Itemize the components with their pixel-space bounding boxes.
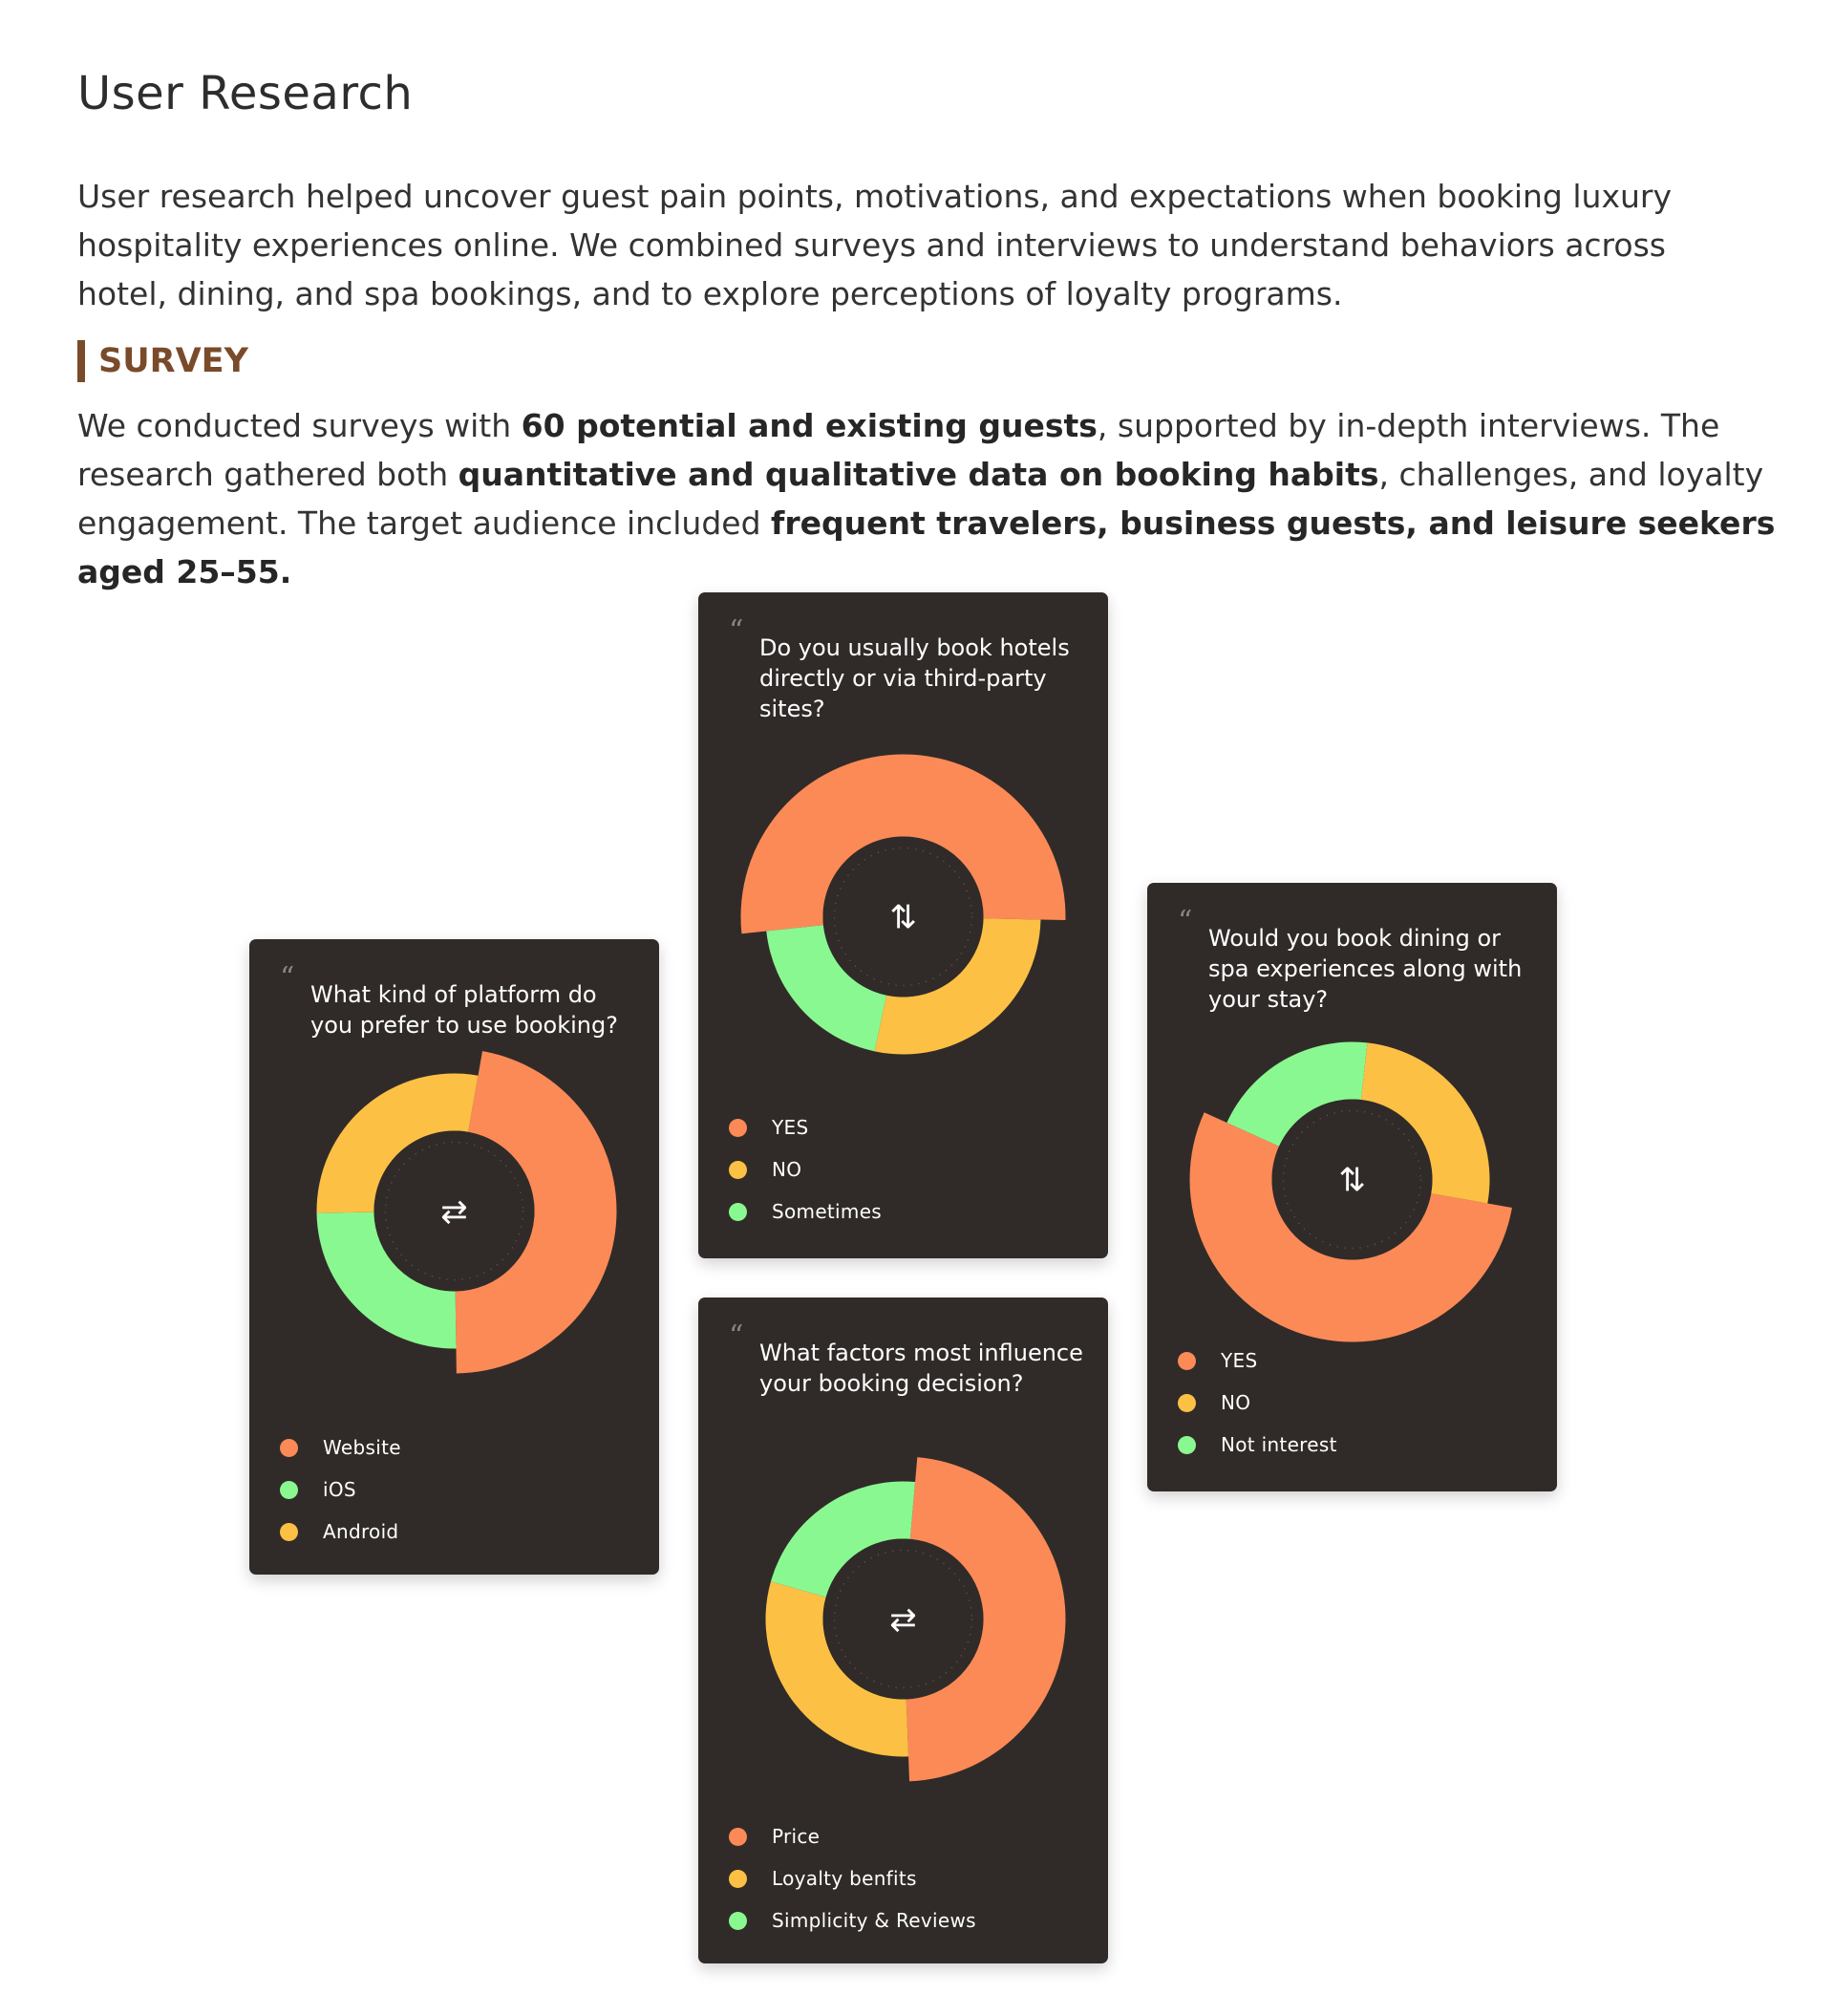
quote-icon: “ bbox=[1178, 905, 1193, 938]
survey-card-dining-spa bbox=[1147, 883, 1557, 1491]
chart-legend bbox=[729, 1815, 976, 1941]
survey-text-part: We conducted surveys with bbox=[77, 407, 522, 444]
donut-chart bbox=[698, 1414, 1108, 1824]
legend-label: YES bbox=[772, 1116, 809, 1139]
legend-label: NO bbox=[1221, 1391, 1251, 1414]
legend-label: YES bbox=[1221, 1349, 1258, 1372]
survey-highlight: quantitative and qualitative data on booking habits bbox=[458, 456, 1379, 493]
legend-dot bbox=[1178, 1436, 1196, 1454]
survey-heading: SURVEY bbox=[77, 340, 248, 382]
donut-chart bbox=[698, 712, 1108, 1122]
legend-dot bbox=[729, 1870, 747, 1888]
survey-card-factors bbox=[698, 1298, 1108, 1963]
card-question: What kind of platform do you prefer to use booking? bbox=[310, 981, 618, 1039]
legend-label: Website bbox=[323, 1436, 401, 1459]
legend-label: Loyalty benfits bbox=[772, 1867, 917, 1890]
legend-dot bbox=[729, 1119, 747, 1137]
legend-dot bbox=[729, 1161, 747, 1179]
legend-label: Simplicity & Reviews bbox=[772, 1909, 976, 1932]
survey-text-part: , challenges, and loyalty engagement. The target audience included bbox=[77, 456, 1764, 542]
legend-dot bbox=[729, 1912, 747, 1930]
survey-card-platform bbox=[249, 939, 659, 1575]
chart-legend bbox=[729, 1106, 882, 1233]
legend-item bbox=[280, 1469, 401, 1511]
legend-item bbox=[729, 1857, 976, 1899]
swap-vertical-icon: ⇅ bbox=[889, 898, 917, 937]
legend-dot bbox=[729, 1203, 747, 1221]
legend-label: Not interest bbox=[1221, 1433, 1337, 1456]
chart-legend bbox=[280, 1426, 401, 1553]
legend-dot bbox=[1178, 1352, 1196, 1370]
survey-paragraph bbox=[77, 401, 1778, 596]
quote-icon: “ bbox=[280, 961, 295, 995]
legend-dot bbox=[729, 1828, 747, 1846]
legend-label: Price bbox=[772, 1825, 821, 1848]
legend-dot bbox=[1178, 1394, 1196, 1412]
survey-card-booking-channel bbox=[698, 592, 1108, 1258]
quote-icon: “ bbox=[729, 1319, 744, 1353]
legend-label: iOS bbox=[323, 1478, 356, 1501]
card-question: Do you usually book hotels directly or via third-party sites? bbox=[759, 634, 1070, 722]
legend-item bbox=[280, 1511, 401, 1553]
legend-dot bbox=[280, 1439, 298, 1457]
legend-dot bbox=[280, 1523, 298, 1541]
legend-label: Sometimes bbox=[772, 1200, 883, 1223]
legend-item bbox=[729, 1815, 976, 1857]
legend-item bbox=[729, 1148, 882, 1190]
legend-item bbox=[729, 1106, 882, 1148]
legend-label: Android bbox=[323, 1520, 399, 1543]
legend-item bbox=[1178, 1424, 1337, 1466]
legend-label: NO bbox=[772, 1158, 802, 1181]
chart-legend bbox=[1178, 1340, 1337, 1466]
survey-highlight: 60 potential and existing guests bbox=[521, 407, 1098, 444]
donut-chart bbox=[249, 1006, 659, 1416]
donut-chart bbox=[1147, 975, 1557, 1384]
legend-item bbox=[729, 1899, 976, 1941]
intro-paragraph: User research helped uncover guest pain points, motivations, and expectations when booking luxury hospitality experiences online. We combined surveys and interviews to understand behaviors across hotel, dining, and spa bookings, and to explore perceptions of loyalty programs. bbox=[77, 178, 1672, 312]
swap-horizontal-icon: ⇄ bbox=[889, 1600, 917, 1640]
page-title: User Research bbox=[77, 67, 414, 120]
legend-item bbox=[1178, 1382, 1337, 1424]
quote-icon: “ bbox=[729, 614, 744, 648]
swap-horizontal-icon: ⇄ bbox=[440, 1192, 468, 1232]
survey-text-part: , supported by in-depth interviews. The research gathered both bbox=[77, 407, 1720, 493]
swap-vertical-icon: ⇅ bbox=[1338, 1161, 1366, 1200]
card-question: What factors most influence your booking decision? bbox=[759, 1340, 1083, 1397]
legend-item bbox=[729, 1190, 882, 1233]
survey-highlight: frequent travelers, business guests, and leisure seekers aged 25–55. bbox=[77, 504, 1776, 590]
legend-item bbox=[1178, 1340, 1337, 1382]
legend-item bbox=[280, 1426, 401, 1469]
legend-dot bbox=[280, 1481, 298, 1499]
card-question: Would you book dining or spa experiences along with your stay? bbox=[1208, 925, 1523, 1013]
